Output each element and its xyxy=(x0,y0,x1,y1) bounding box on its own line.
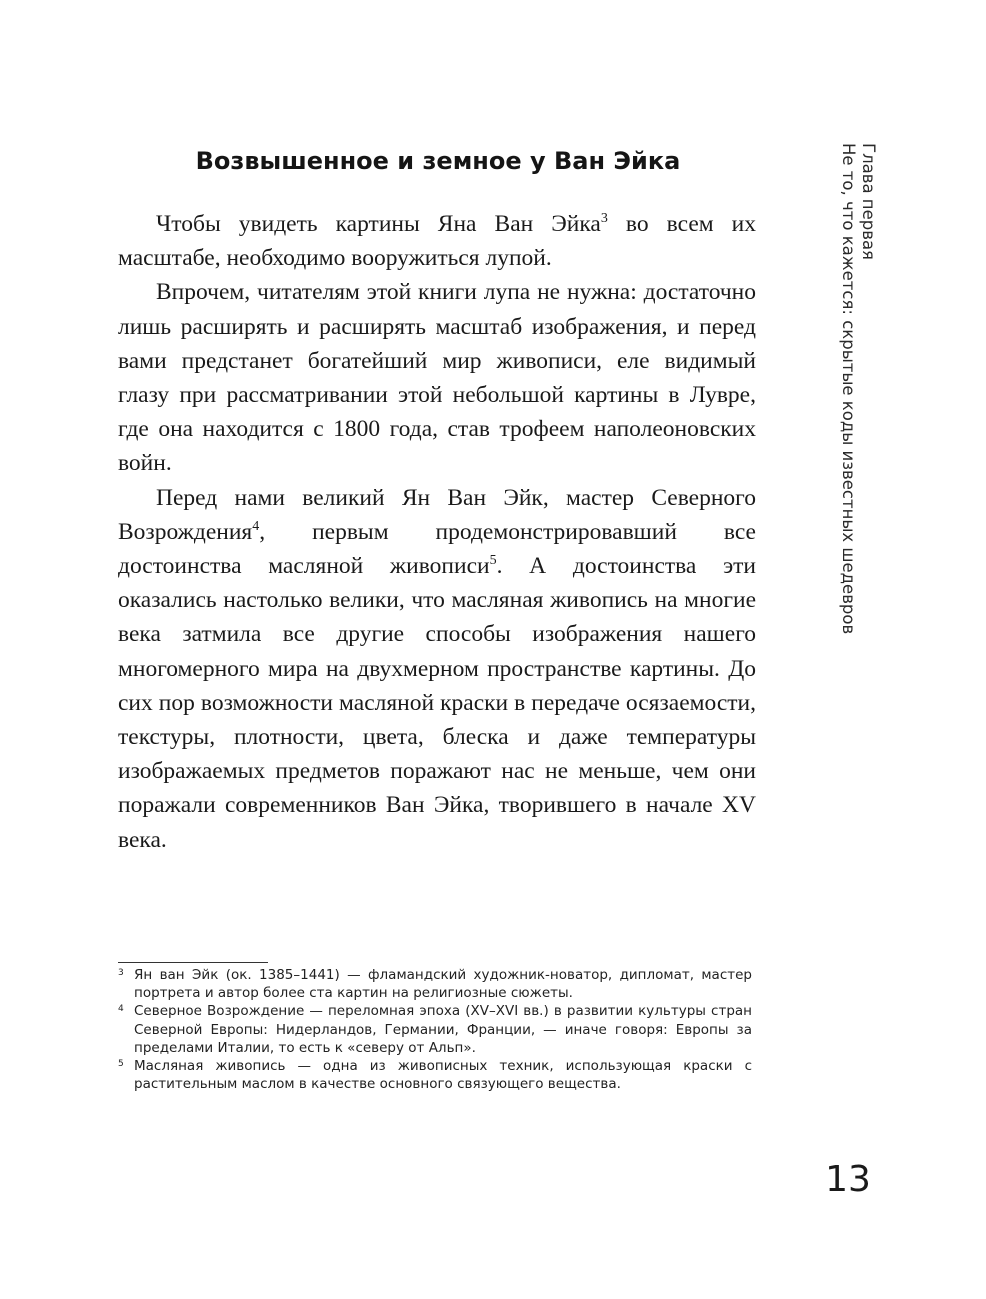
paragraph-1-text-b: во всем их масштабе, необходимо вооружиться лупой. xyxy=(118,211,756,272)
footnote-4 xyxy=(118,1002,752,1057)
chapter-section-title: Возвышенное и земное у Ван Эйка xyxy=(195,147,681,175)
paragraph-3-text-b: , первым продемонстрировавший все достоинства масляной живописи xyxy=(118,518,756,580)
running-head-chapter: Глава первая xyxy=(859,143,878,260)
footnote-text: Масляная живопись — одна из живописных техник, использующая краски с растительным маслом в качестве основного связующего вещества. xyxy=(134,1058,752,1093)
footnote-number: 4 xyxy=(118,1004,124,1015)
paragraph-3-text-c: . А достоинства эти оказались настолько велики, что масляная живопись на многие века затмила все другие способы изображения нашего многомерного мира на двухмерном пространстве картины. До сих пор возможности масляной краски в передаче осязаемости, текстуры, плотности, цвета, блеска и даже температуры изображаемых предметов поражают нас не меньше, чем они поражали современников Ван Эйка, творившего в начале XV века. xyxy=(118,553,757,853)
footnote-ref-3[interactable]: 3 xyxy=(600,211,608,226)
footnote-3 xyxy=(118,966,752,1002)
footnotes xyxy=(118,966,752,1093)
running-head-subtitle: Не то, что кажется: скрытые коды известных шедевров xyxy=(839,143,858,635)
footnote-number: 3 xyxy=(118,968,124,978)
paragraph-1-text-a: Чтобы увидеть картины Яна Ван Эйка xyxy=(156,211,601,237)
footnote-5 xyxy=(118,1057,752,1093)
footnote-divider xyxy=(118,962,268,963)
paragraph-3-text-a: Перед нами великий Ян Ван Эйк, мастер Северного Возрождения xyxy=(118,484,756,545)
footnote-ref-5[interactable]: 5 xyxy=(489,553,497,569)
footnote-ref-4[interactable]: 4 xyxy=(252,518,260,534)
footnote-number: 5 xyxy=(118,1059,124,1070)
footnote-text: Северное Возрождение — переломная эпоха (XV–XVI вв.) в развитии культуры стран Северной Европы: Нидерландов, Германии, Франции, — иначе говоря: Европы за пределами Италии, то есть к «северу от Альп». xyxy=(134,1003,752,1056)
running-head xyxy=(838,143,878,634)
page-number: 13 xyxy=(825,1159,871,1200)
paragraph-2 xyxy=(118,275,756,480)
body-text xyxy=(118,207,756,857)
footnote-text: Ян ван Эйк (ок. 1385–1441) — фламандский художник-новатор, дипломат, мастер портрета и автор более ста картин на религиозные сюжеты. xyxy=(134,967,752,1002)
paragraph-2-text: Впрочем, читателям этой книги лупа не нужна: достаточно лишь расширять и расширять масштаб изображения, и перед вами предстанет богатейший мир живописи, еле видимый глазу при рассматривании этой небольшой картины в Лувре, где она находится с 1800 года, став трофеем наполеоновских войн. xyxy=(118,279,756,477)
paragraph-3 xyxy=(118,481,756,857)
paragraph-1 xyxy=(118,207,756,275)
